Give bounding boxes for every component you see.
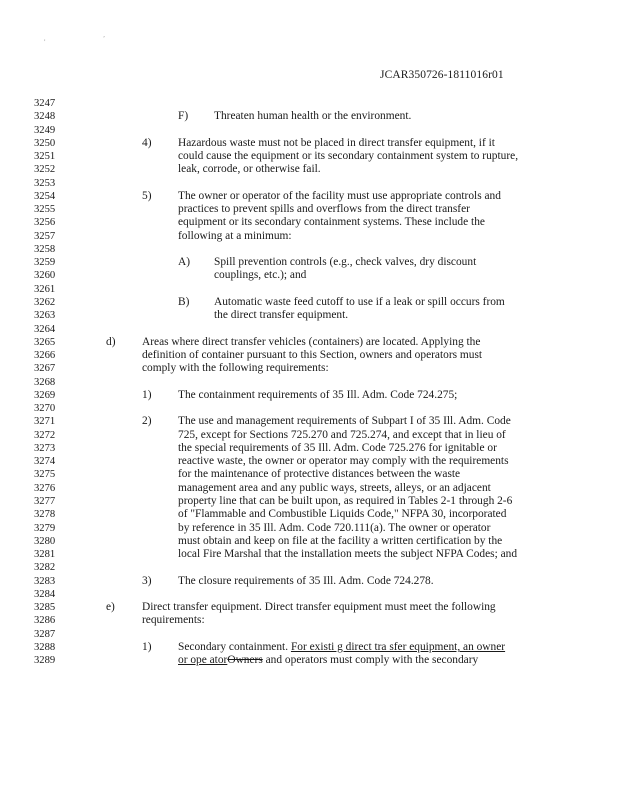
document-line	[0, 243, 618, 256]
document-line	[0, 508, 618, 521]
document-line	[0, 628, 618, 641]
line-text	[178, 389, 457, 402]
document-body	[0, 97, 618, 667]
text-segment: and operators must comply with the secondary	[262, 654, 479, 667]
line-number: 3277	[34, 495, 56, 507]
document-id-header: JCAR350726-1811016r01	[380, 69, 504, 81]
text-segment: The closure requirements of 35 Ill. Adm. Code 724.278.	[178, 574, 434, 587]
document-line	[0, 362, 618, 375]
line-number: 3259	[34, 257, 56, 269]
line-number: 3250	[34, 137, 56, 149]
line-text	[178, 548, 517, 561]
text-segment: leak, corrode, or otherwise fail.	[178, 163, 321, 176]
document-line	[0, 336, 618, 349]
scan-marks: , ʼ	[44, 36, 133, 42]
document-line	[0, 163, 618, 176]
document-line	[0, 349, 618, 362]
line-number: 3276	[34, 482, 56, 494]
document-line	[0, 402, 618, 415]
line-number: 3254	[34, 190, 56, 202]
text-segment: definition of container pursuant to this Section, owners and operators must	[142, 349, 483, 362]
text-segment: couplings, etc.); and	[214, 269, 307, 282]
line-number: 3266	[34, 350, 56, 362]
line-text	[214, 296, 505, 309]
document-line	[0, 429, 618, 442]
line-text	[178, 150, 518, 163]
document-line	[0, 150, 618, 163]
text-segment: for the maintenance of protective distances between the waste	[178, 468, 461, 481]
document-line	[0, 296, 618, 309]
line-number: 3256	[34, 217, 56, 229]
line-text	[178, 495, 512, 508]
line-text	[178, 468, 460, 481]
document-line	[0, 389, 618, 402]
line-number: 3249	[34, 124, 56, 136]
document-line	[0, 376, 618, 389]
line-number: 3257	[34, 230, 56, 242]
text-segment: the special requirements of 35 Ill. Adm. Code 725.276 for ignitable or	[178, 441, 497, 454]
line-number: 3253	[34, 177, 56, 189]
text-segment: management area and any public ways, streets, alleys, or an adjacent	[178, 481, 491, 494]
text-segment: Direct transfer equipment. Direct transfer equipment must meet the following	[142, 601, 496, 614]
inserted-text: or ope ator	[178, 654, 228, 667]
document-line	[0, 190, 618, 203]
text-segment: Secondary containment.	[178, 640, 291, 653]
line-number: 3258	[34, 243, 56, 255]
text-segment: following at a minimum:	[178, 229, 292, 242]
line-text	[178, 190, 501, 203]
line-text	[178, 137, 495, 150]
line-number: 3288	[34, 641, 56, 653]
document-line	[0, 482, 618, 495]
document-line	[0, 575, 618, 588]
line-number: 3275	[34, 469, 56, 481]
line-number: 3269	[34, 389, 56, 401]
document-line	[0, 97, 618, 110]
line-number: 3255	[34, 204, 56, 216]
line-text	[178, 163, 321, 176]
text-segment: Hazardous waste must not be placed in direct transfer equipment, if it	[178, 136, 495, 149]
document-line	[0, 269, 618, 282]
list-marker: B)	[178, 295, 190, 308]
document-line	[0, 588, 618, 601]
line-number: 3287	[34, 628, 56, 640]
text-segment: The containment requirements of 35 Ill. Adm. Code 724.275;	[178, 388, 458, 401]
line-number: 3283	[34, 575, 56, 587]
line-number: 3261	[34, 283, 56, 295]
line-text	[178, 455, 509, 468]
text-segment: 725, except for Sections 725.270 and 725.274, and except that in lieu of	[178, 428, 506, 441]
list-marker: 4)	[142, 136, 152, 149]
text-segment: Threaten human health or the environment.	[214, 110, 412, 123]
text-segment: Automatic waste feed cutoff to use if a leak or spill occurs from	[214, 295, 505, 308]
document-line	[0, 601, 618, 614]
line-number: 3279	[34, 522, 56, 534]
line-number: 3278	[34, 509, 56, 521]
line-text	[214, 256, 476, 269]
text-segment: The use and management requirements of Subpart I of 35 Ill. Adm. Code	[178, 415, 511, 428]
list-marker: 3)	[142, 574, 152, 587]
document-line	[0, 230, 618, 243]
line-number: 3284	[34, 588, 56, 600]
document-line	[0, 256, 618, 269]
line-number: 3281	[34, 549, 56, 561]
list-marker: 5)	[142, 189, 152, 202]
line-text	[142, 614, 205, 627]
list-marker: e)	[106, 601, 115, 614]
text-segment: practices to prevent spills and overflows from the direct transfer	[178, 203, 470, 216]
line-text	[178, 482, 491, 495]
line-text	[178, 575, 434, 588]
line-number: 3247	[34, 98, 56, 109]
deleted-text: Owners	[227, 654, 263, 667]
list-marker: A)	[178, 256, 191, 269]
line-text	[214, 110, 411, 123]
line-number: 3274	[34, 456, 56, 468]
line-number: 3280	[34, 535, 56, 547]
line-number: 3271	[34, 416, 56, 428]
line-number: 3285	[34, 602, 56, 614]
line-text	[178, 508, 506, 521]
document-line	[0, 495, 618, 508]
list-marker: 1)	[142, 640, 152, 653]
line-number: 3260	[34, 270, 56, 282]
document-line	[0, 203, 618, 216]
line-text	[142, 349, 482, 362]
document-line	[0, 124, 618, 137]
text-segment: Spill prevention controls (e.g., check valves, dry discount	[214, 256, 477, 269]
list-marker: 1)	[142, 388, 152, 401]
line-number: 3248	[34, 111, 56, 123]
list-marker: 2)	[142, 415, 152, 428]
document-line	[0, 323, 618, 336]
line-number: 3263	[34, 310, 56, 322]
line-number: 3264	[34, 323, 56, 335]
line-number: 3267	[34, 363, 56, 375]
document-line	[0, 216, 618, 229]
line-number: 3272	[34, 429, 56, 441]
document-line	[0, 177, 618, 190]
line-text	[178, 535, 502, 548]
text-segment: could cause the equipment or its secondary containment system to rupture,	[178, 150, 519, 163]
line-number: 3270	[34, 403, 56, 415]
text-segment: must obtain and keep on file at the facility a written certification by the	[178, 534, 503, 547]
line-number: 3252	[34, 164, 56, 176]
line-text	[142, 362, 329, 375]
line-text	[178, 429, 506, 442]
document-line	[0, 455, 618, 468]
line-number: 3286	[34, 615, 56, 627]
document-line	[0, 548, 618, 561]
line-text	[178, 415, 511, 428]
line-number: 3282	[34, 562, 56, 574]
inserted-text: For existi g direct tra sfer equipment, an owner	[290, 640, 506, 653]
line-number: 3289	[34, 655, 56, 667]
document-line	[0, 614, 618, 627]
line-number: 3268	[34, 376, 56, 388]
text-segment: Areas where direct transfer vehicles (containers) are located. Applying the	[142, 335, 481, 348]
text-segment: reactive waste, the owner or operator may comply with the requirements	[178, 455, 509, 468]
document-line	[0, 561, 618, 574]
line-text	[214, 269, 306, 282]
text-segment: property line that can be built upon, as required in Tables 2-1 through 2-6	[178, 494, 513, 507]
text-segment: by reference in 35 Ill. Adm. Code 720.111(a). The owner or operator	[178, 521, 491, 534]
text-segment: the direct transfer equipment.	[214, 309, 349, 322]
text-segment: equipment or its secondary containment systems. These include the	[178, 216, 485, 229]
document-line	[0, 535, 618, 548]
line-number: 3265	[34, 336, 56, 348]
line-number: 3262	[34, 296, 56, 308]
line-text	[142, 601, 496, 614]
line-text	[178, 230, 292, 243]
document-line	[0, 641, 618, 654]
line-text	[178, 203, 470, 216]
line-text	[178, 522, 490, 535]
text-segment: requirements:	[142, 614, 205, 627]
text-segment: of "Flammable and Combustible Liquids Code," NFPA 30, incorporated	[178, 508, 507, 521]
list-marker: F)	[178, 110, 189, 123]
line-text	[178, 442, 497, 455]
line-number: 3251	[34, 151, 56, 163]
document-line	[0, 442, 618, 455]
text-segment: local Fire Marshal that the installation meets the subject NFPA Codes; and	[178, 548, 518, 561]
document-line	[0, 468, 618, 481]
line-text	[214, 309, 348, 322]
line-number: 3273	[34, 442, 56, 454]
text-segment: The owner or operator of the facility must use appropriate controls and	[178, 189, 501, 202]
document-line	[0, 654, 618, 667]
text-segment: comply with the following requirements:	[142, 362, 329, 375]
line-text	[178, 216, 485, 229]
line-text	[178, 641, 505, 654]
document-line	[0, 137, 618, 150]
list-marker: d)	[106, 335, 116, 348]
document-line	[0, 110, 618, 123]
document-line	[0, 309, 618, 322]
document-line	[0, 522, 618, 535]
line-text	[142, 336, 480, 349]
document-line	[0, 283, 618, 296]
line-text	[178, 654, 478, 667]
document-line	[0, 415, 618, 428]
